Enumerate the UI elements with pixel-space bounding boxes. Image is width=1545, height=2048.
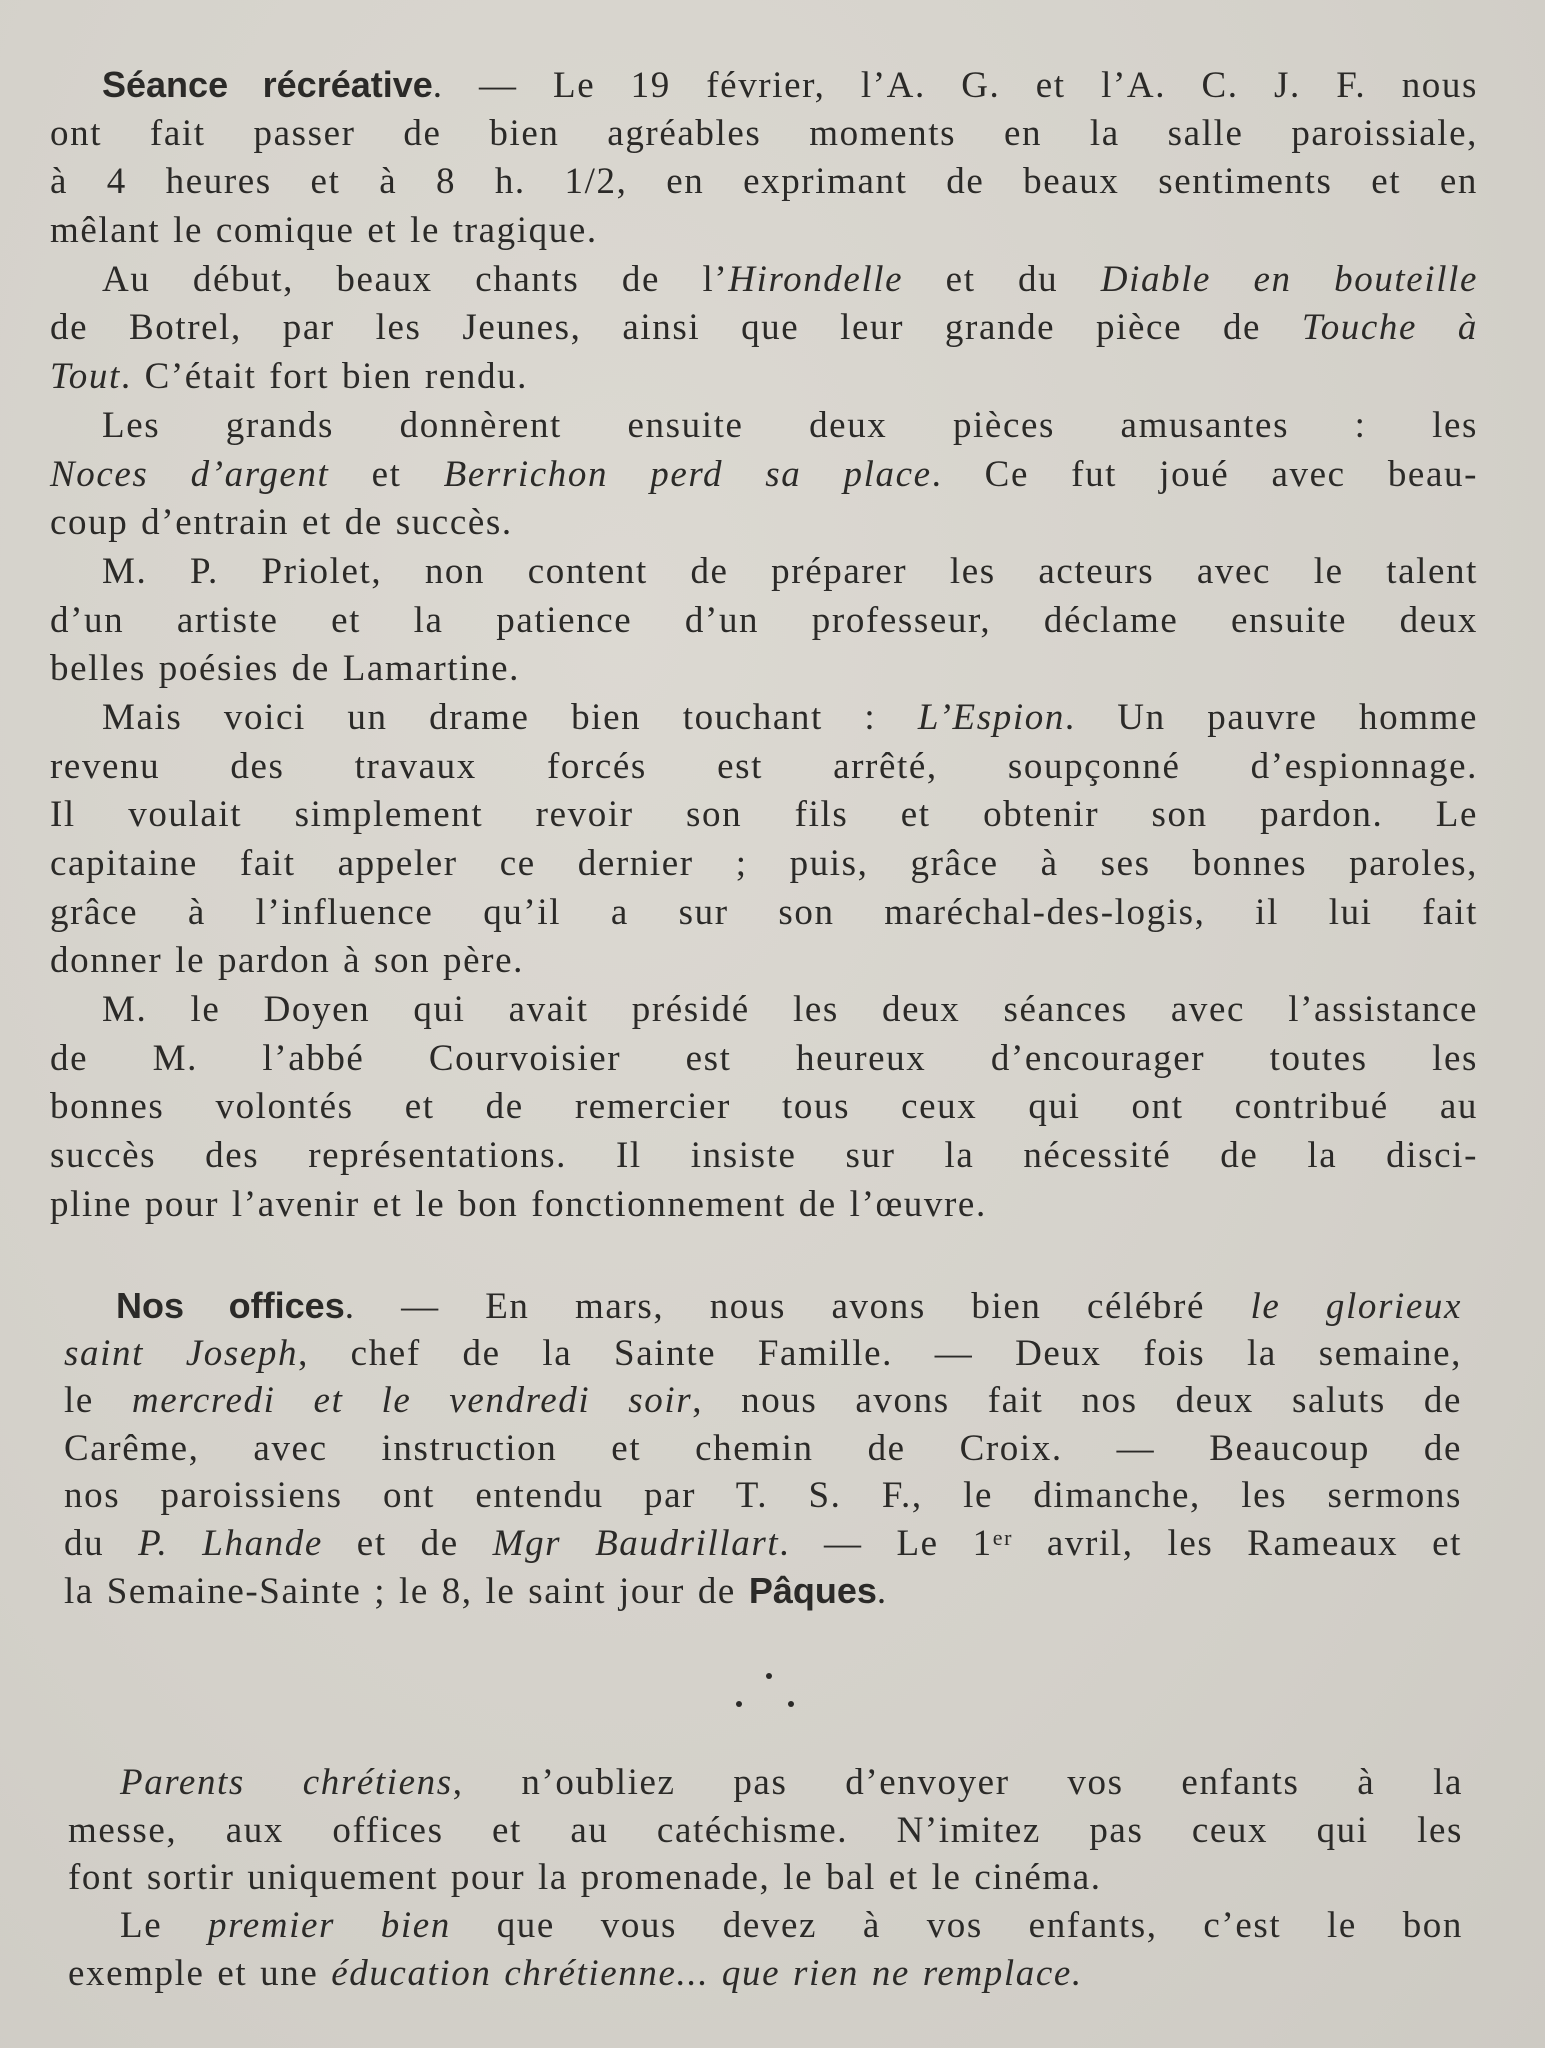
text-line [50,840,1478,889]
text-run: . — En mars, nous avons bien célébré [344,1286,1251,1327]
paragraph [68,1902,1463,1997]
text-run: messe, aux offices et au catéchisme. N’imitez pas ceux qui les [68,1809,1463,1851]
text-line [50,597,1478,646]
text-line [68,1854,1463,1902]
text-run: . Un pauvre homme [1064,696,1478,738]
text-line [50,499,1478,548]
text-run: . [876,1571,888,1612]
text-run: Mais voici un drame bien touchant : [102,696,918,738]
text-run: capitaine fait appeler ce dernier ; puis, grâce à ses bonnes paroles, [50,843,1478,884]
italic-text: éducation chrétienne... que rien ne remplace. [331,1952,1083,1994]
text-line [50,1035,1478,1084]
text-run: Les grands donnèrent ensuite deux pièces amusantes : les [102,404,1478,446]
text-line [50,353,1478,402]
italic-text: Berrichon perd sa place [443,453,932,495]
text-run: belles poésies de Lamartine. [50,648,520,690]
paragraph [50,548,1478,694]
asterism-dot [736,1701,742,1707]
italic-text: Diable en bouteille [1100,258,1478,300]
text-line [50,451,1478,500]
section-parents-chretiens [68,1759,1463,1997]
text-run: , n’oubliez pas d’envoyer vos enfants à la [452,1762,1463,1803]
section-nos-offices [64,1282,1462,1615]
text-line [50,986,1478,1035]
text-line [64,1330,1462,1378]
text-run: pline pour l’avenir et le bon fonctionnement de l’œuvre. [50,1183,987,1225]
paragraph [50,986,1478,1229]
text-line [50,256,1478,305]
asterism-dot [788,1701,794,1707]
text-line [50,791,1478,840]
text-run: . C’était fort bien rendu. [120,356,529,398]
text-line [64,1567,1462,1615]
text-run: , chef de la Sainte Famille. — Deux fois la semaine, [298,1332,1462,1374]
text-line [50,1181,1478,1230]
text-line [64,1472,1462,1520]
text-line [64,1425,1462,1473]
text-run: bonnes volontés et de remercier tous ceux qui ont contribué au [50,1086,1478,1128]
text-run: que vous devez à vos enfants, c’est le bon [450,1905,1464,1947]
text-run: M. P. Priolet, non content de préparer les acteurs avec le talent [102,550,1478,592]
text-line [50,158,1478,207]
text-run: . — Le 1 [779,1522,993,1564]
text-run: . Ce fut joué avec beau- [931,453,1478,495]
asterism-dot [766,1673,772,1679]
text-run: font sortir uniquement pour la promenade, le bal et le cinéma. [68,1857,1102,1899]
text-run: Au début, beaux chants de l’ [102,258,729,300]
bold-heading: Pâques [748,1570,877,1611]
italic-text: Mgr Baudrillart [492,1522,780,1564]
text-line [50,110,1478,159]
text-line [68,1902,1463,1950]
paragraph [50,402,1478,548]
text-run: d’un artiste et la patience d’un professeur, déclame ensuite deux [50,599,1478,641]
text-run: et de [322,1522,493,1564]
text-line [68,1759,1463,1807]
italic-text: Noces d’argent [50,453,330,495]
italic-text: le glorieux [1250,1286,1463,1327]
text-line [50,1132,1478,1181]
text-line [64,1520,1462,1568]
text-run: de M. l’abbé Courvoisier est heureux d’encourager toutes les [50,1037,1478,1079]
text-run: du [64,1522,139,1564]
section-seance-recreative [50,61,1478,1230]
text-run: nos paroissiens ont entendu par T. S. F., le dimanche, les sermons [64,1475,1462,1516]
text-run: revenu des travaux forcés est arrêté, soupçonné d’espionnage. [50,745,1478,787]
text-run: Carême, avec instruction et chemin de Croix. — Beaucoup de [64,1427,1462,1469]
text-line [50,304,1478,353]
text-run: la Semaine-Sainte ; le 8, le saint jour de [64,1571,749,1612]
text-line [68,1950,1463,1998]
text-line [50,402,1478,451]
paragraph [50,256,1478,402]
text-run: succès des représentations. Il insiste sur la nécessité de la disci- [50,1135,1478,1177]
text-line [50,61,1478,110]
italic-text: Tout [50,356,121,398]
text-run: , nous avons fait nos deux saluts de [692,1380,1462,1421]
text-line [50,889,1478,938]
italic-text: Hirondelle [728,258,904,300]
text-run: et [329,453,444,495]
text-run: coup d’entrain et de succès. [50,502,513,544]
text-run: de Botrel, par les Jeunes, ainsi que leur grande pièce de [50,307,1302,349]
paragraph [50,61,1478,256]
italic-text: saint Joseph [64,1332,299,1374]
paragraph [50,694,1478,986]
text-run: grâce à l’influence qu’il a sur son maréchal-des-logis, il lui fait [50,891,1478,933]
bold-heading: Nos offices [116,1285,345,1326]
italic-text: Touche à [1301,307,1478,349]
paragraph [68,1759,1463,1902]
text-run: mêlant le comique et le tragique. [50,210,598,252]
text-line [68,1807,1463,1855]
italic-text: P. Lhande [138,1522,323,1564]
text-run: Le [120,1905,209,1947]
text-run: donner le pardon à son père. [50,940,524,982]
text-run: ont fait passer de bien agréables moments en la salle paroissiale, [50,112,1478,154]
text-run: et du [903,258,1101,300]
italic-text: mercredi et le vendredi soir [131,1380,693,1421]
text-line [50,548,1478,597]
italic-text: L’Espion [917,696,1065,738]
bold-heading: Séance récréative [102,64,433,105]
text-run: à 4 heures et à 8 h. 1/2, en exprimant de beaux sentiments et en [50,161,1478,203]
text-line [64,1377,1462,1425]
text-line [50,645,1478,694]
text-line [50,207,1478,256]
italic-text: premier bien [208,1905,451,1947]
text-line [64,1282,1462,1330]
text-line [50,1083,1478,1132]
text-run: le [64,1380,132,1421]
text-line [50,743,1478,792]
paragraph [64,1282,1462,1615]
text-line [50,937,1478,986]
text-run: . — Le 19 février, l’A. G. et l’A. C. J. F. nous [432,65,1478,106]
italic-text: Parents chrétiens [120,1762,453,1803]
text-run: exemple et une [68,1952,332,1994]
text-run: M. le Doyen qui avait présidé les deux séances avec l’assistance [102,989,1478,1031]
text-run: avril, les Rameaux et [1013,1522,1462,1564]
superscript: er [992,1524,1013,1550]
text-run: Il voulait simplement revoir son fils et obtenir son pardon. Le [50,794,1478,836]
text-line [50,694,1478,743]
